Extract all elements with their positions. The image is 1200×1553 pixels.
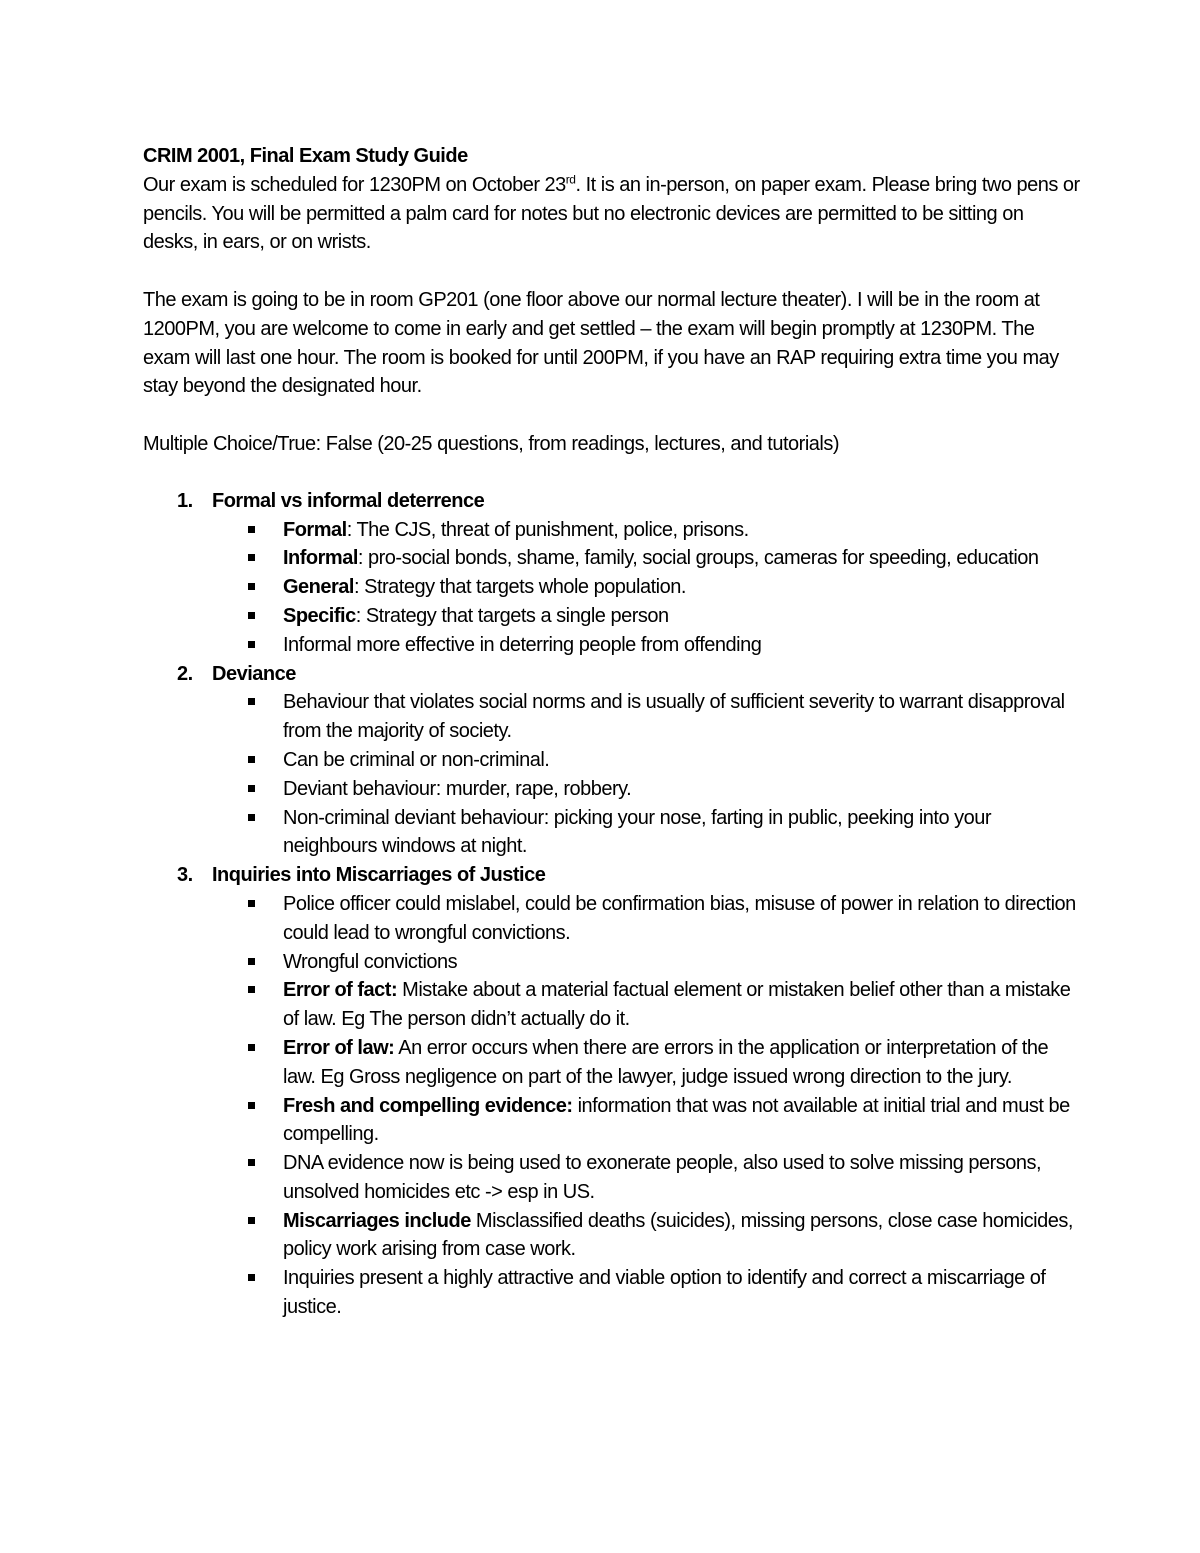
topic-item [143,861,1080,1322]
bullet-item [248,948,1080,977]
bullet-lead-term: Informal [283,547,358,570]
bullet-text: Misclassified deaths (suicides), missing persons, close case homicides, policy work arising from case work. [283,1209,1073,1261]
intro-p1-part2: . It is an in-person, on paper exam. Please bring two pens or pencils. You will be permitted a palm card for notes but no electronic devices are permitted to be sitting on desks, in ears, or on wrists. [143,173,1080,254]
spacer [143,401,1080,430]
bullet-list [143,890,1080,1322]
document-title: CRIM 2001, Final Exam Study Guide [143,145,468,167]
square-bullet-icon [248,986,255,993]
bullet-lead-term: Specific [283,604,356,627]
bullet-item [248,573,1080,602]
bullet-lead-term: Error of fact: [283,979,398,1002]
square-bullet-icon [248,900,255,907]
intro-paragraph-1 [143,171,1080,257]
square-bullet-icon [248,1159,255,1166]
bullet-lead-term: Fresh and compelling evidence: [283,1094,573,1117]
bullet-text: : Strategy that targets a single person [355,604,669,627]
square-bullet-icon [248,698,255,705]
square-bullet-icon [248,958,255,965]
bullet-text: Can be criminal or non-criminal. [283,748,550,771]
topic-heading-text: Deviance [212,662,296,685]
topic-list [143,487,1080,1322]
square-bullet-icon [248,756,255,763]
bullet-item [248,1149,1080,1207]
bullet-item [248,1092,1080,1150]
square-bullet-icon [248,1102,255,1109]
square-bullet-icon [248,612,255,619]
bullet-item [248,804,1080,862]
bullet-item [248,544,1080,573]
square-bullet-icon [248,785,255,792]
bullet-text: Wrongful convictions [283,950,458,973]
bullet-item [248,631,1080,660]
square-bullet-icon [248,814,255,821]
topic-number: 1. [177,489,193,512]
bullet-text: : pro-social bonds, shame, family, social groups, cameras for speeding, education [357,547,1039,570]
topic-number: 3. [177,864,193,887]
bullet-lead-term: Error of law: [283,1036,395,1059]
intro-p1-part1: Our exam is scheduled for 1230PM on October 23 [143,173,566,196]
bullet-text: DNA evidence now is being used to exonerate people, also used to solve missing persons, unsolved homicides etc -> esp in US. [283,1152,1042,1203]
square-bullet-icon [248,526,255,533]
intro-paragraph-2: The exam is going to be in room GP201 (one floor above our normal lecture theater). I will be in the room at 1200PM, you are welcome to come in early and get settled – the exam will begin promptly at 1230PM. The exam will last one hour. The room is booked for until 200PM, if you have an RAP requiring extra time you may stay beyond the designated hour. [143,288,1059,398]
topic-heading [143,487,1080,516]
bullet-text: information that was not available at initial trial and must be compelling. [283,1094,1070,1146]
bullet-text: Informal more effective in deterring people from offending [283,633,762,656]
bullet-text: Non-criminal deviant behaviour: picking your nose, farting in public, peeking into your neighbours windows at night. [283,806,992,858]
intro-p1-superscript: rd [565,172,576,187]
bullet-text: Inquiries present a highly attractive and viable option to identify and correct a miscarriage of justice. [283,1267,1046,1319]
bullet-item [248,688,1080,746]
square-bullet-icon [248,1217,255,1224]
bullet-text: Mistake about a material factual element or mistaken belief other than a mistake of law. Eg The person didn’t actually do it. [283,979,1071,1031]
bullet-text: : The CJS, threat of punishment, police, prisons. [346,518,749,541]
bullet-item [248,1264,1080,1322]
bullet-list [143,516,1080,660]
bullet-item [248,976,1080,1034]
bullet-text: An error occurs when there are errors in the application or interpretation of the law. Eg Gross negligence on part of the lawyer, judge issued wrong direction to the jury. [283,1036,1049,1088]
square-bullet-icon [248,1274,255,1281]
bullet-item [248,890,1080,948]
bullet-text: Police officer could mislabel, could be confirmation bias, misuse of power in relation to direction could lead to wrongful convictions. [283,892,1076,944]
topic-item [143,487,1080,660]
square-bullet-icon [248,554,255,561]
bullet-item [248,516,1080,545]
bullet-lead-term: General [283,576,354,599]
square-bullet-icon [248,583,255,590]
bullet-list [143,688,1080,861]
square-bullet-icon [248,641,255,648]
bullet-item [248,1034,1080,1092]
bullet-text: Behaviour that violates social norms and is usually of sufficient severity to warrant disapproval from the majority of society. [283,691,1065,743]
topic-number: 2. [177,662,193,685]
spacer [143,459,1080,487]
bullet-text: Deviant behaviour: murder, rape, robbery. [283,777,632,800]
bullet-lead-term: Formal [283,518,347,541]
bullet-item [248,746,1080,775]
spacer [143,257,1080,286]
bullet-item [248,602,1080,631]
topic-heading [143,660,1080,689]
bullet-lead-term: Miscarriages include [283,1209,471,1232]
bullet-item [248,1207,1080,1265]
topic-heading [143,861,1080,890]
intro-paragraph-3: Multiple Choice/True: False (20-25 questions, from readings, lectures, and tutorials) [143,432,839,455]
topic-item [143,660,1080,862]
bullet-text: : Strategy that targets whole population. [353,576,686,599]
topic-heading-text: Inquiries into Miscarriages of Justice [212,864,546,887]
bullet-item [248,775,1080,804]
topic-heading-text: Formal vs informal deterrence [212,489,485,512]
square-bullet-icon [248,1044,255,1051]
